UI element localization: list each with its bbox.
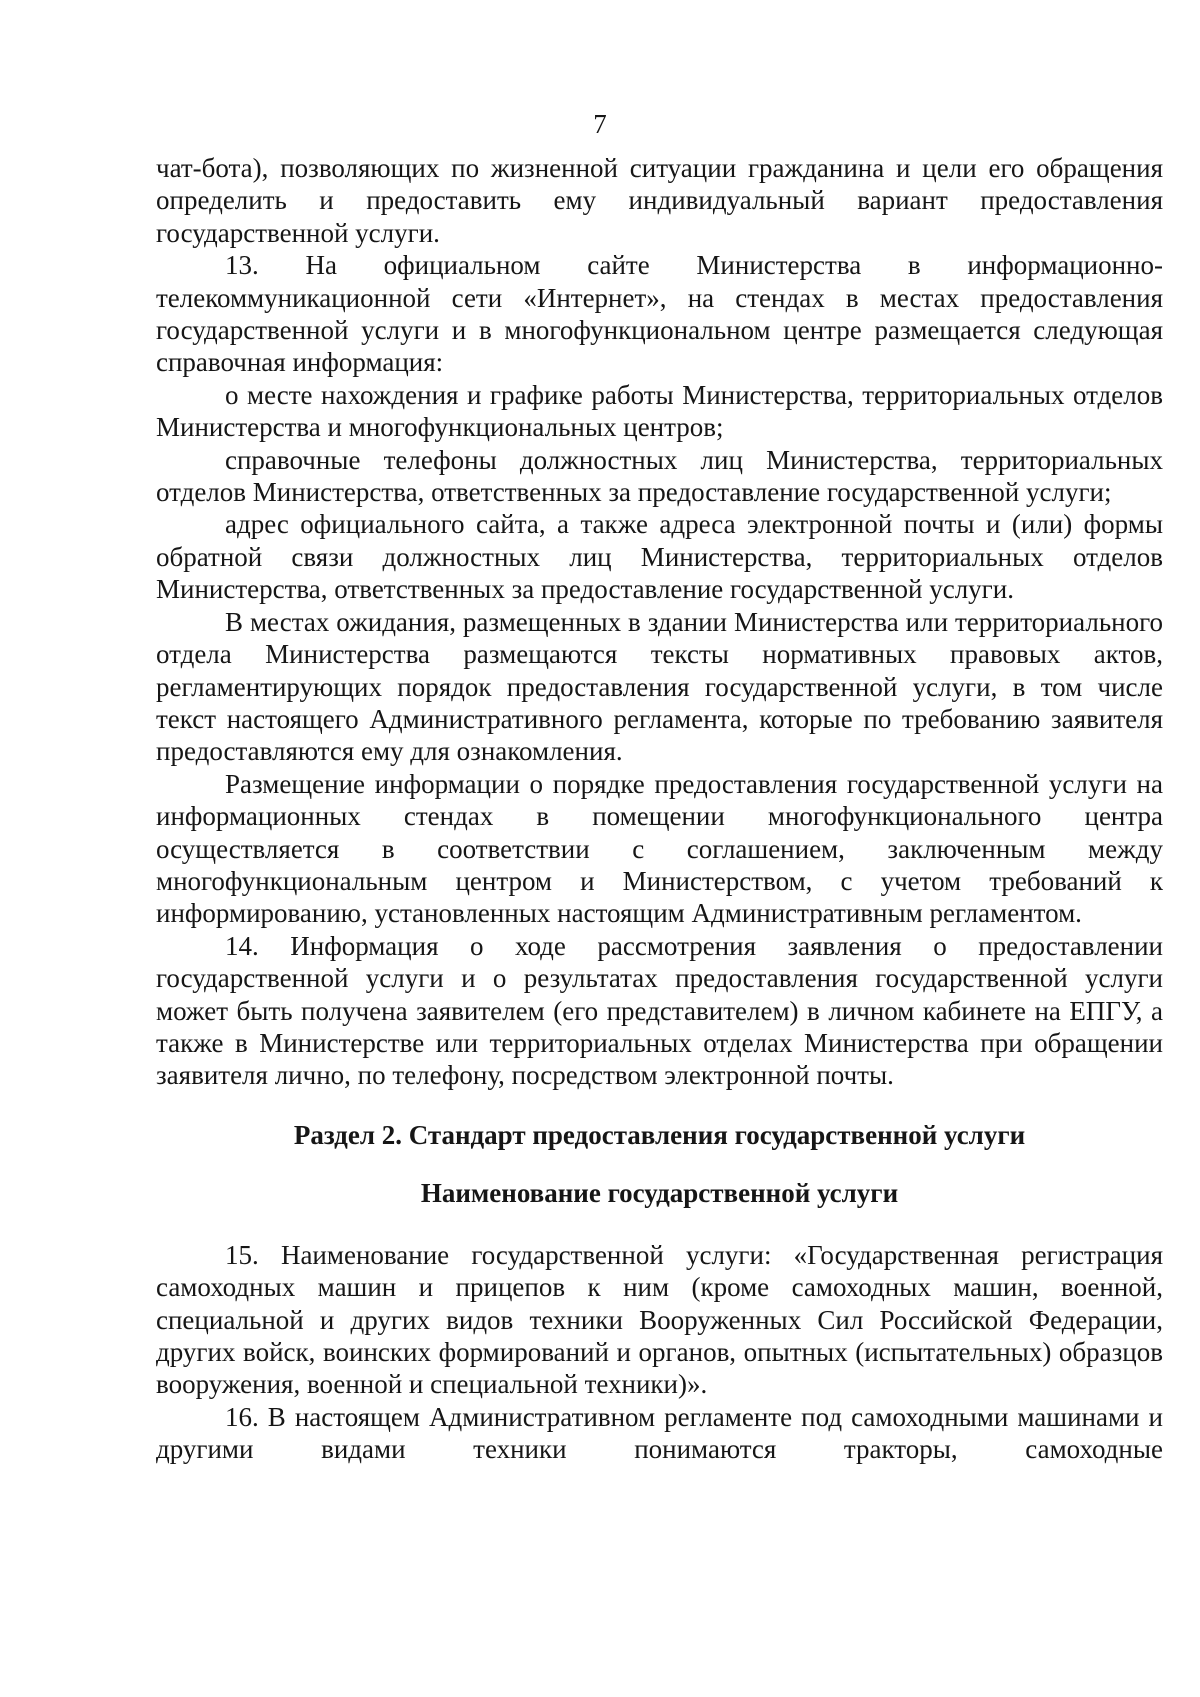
paragraph-info-placement: Размещение информации о порядке предоставления государственной услуги на информационных стендах в помещении многофункционального центра осуществляется в соответствии с соглашением, заключенным между многофункциональным центром и Министерством, с учетом требований к информированию, установленных настоящим Административным регламентом.	[156, 768, 1163, 929]
paragraph-16: 16. В настоящем Административном регламенте под самоходными машинами и другими видами техники понимаются тракторы, самоходные	[156, 1401, 1163, 1465]
paragraph-phone-info: справочные телефоны должностных лиц Министерства, территориальных отделов Министерства, ответственных за предоставление государственной услуги;	[156, 444, 1163, 508]
paragraph-13: 13. На официальном сайте Министерства в информационно-телекоммуникационной сети «Интернет», на стендах в местах предоставления государственной услуги и в многофункциональном центре размещается следующая справочная информация:	[156, 250, 1163, 378]
subsection-heading: Наименование государственной услуги	[420, 1177, 899, 1208]
paragraph-waiting-areas: В местах ожидания, размещенных в здании Министерства или территориального отдела Министерства размещаются тексты нормативных правовых актов, регламентирующих порядок предоставления государственной услуги, в том числе текст настоящего Административного регламента, которые по требованию заявителя предоставляются ему для ознакомления.	[156, 606, 1163, 767]
paragraph-14: 14. Информация о ходе рассмотрения заявления о предоставлении государственной услуги и о результатах предоставления государственной услуги может быть получена заявителем (его представителем) в личном кабинете на ЕПГУ, а также в Министерстве или территориальных отделах Министерства при обращении заявителя лично, по телефону, посредством электронной почты.	[156, 930, 1163, 1091]
section-heading: Раздел 2. Стандарт предоставления государственной услуги	[293, 1119, 1026, 1150]
paragraph-website-info: адрес официального сайта, а также адреса электронной почты и (или) формы обратной связи должностных лиц Министерства, территориальных отделов Министерства, ответственных за предоставление государственной услуги.	[156, 509, 1163, 605]
document-body	[156, 152, 1163, 1466]
paragraph-15: 15. Наименование государственной услуги: «Государственная регистрация самоходных машин и прицепов к ним (кроме самоходных машин, военной, специальной и других видов техники Вооруженных Сил Российской Федерации, других войск, воинских формирований и органов, опытных (испытательных) образцов вооружения, военной и специальной техники)».	[156, 1239, 1163, 1400]
paragraph-continuation: чат-бота), позволяющих по жизненной ситуации гражданина и цели его обращения определить и предоставить ему индивидуальный вариант предоставления государственной услуги.	[156, 153, 1163, 248]
page-number: 7	[593, 109, 607, 139]
paragraph-location-info: о месте нахождения и графике работы Министерства, территориальных отделов Министерства и многофункциональных центров;	[156, 379, 1163, 443]
